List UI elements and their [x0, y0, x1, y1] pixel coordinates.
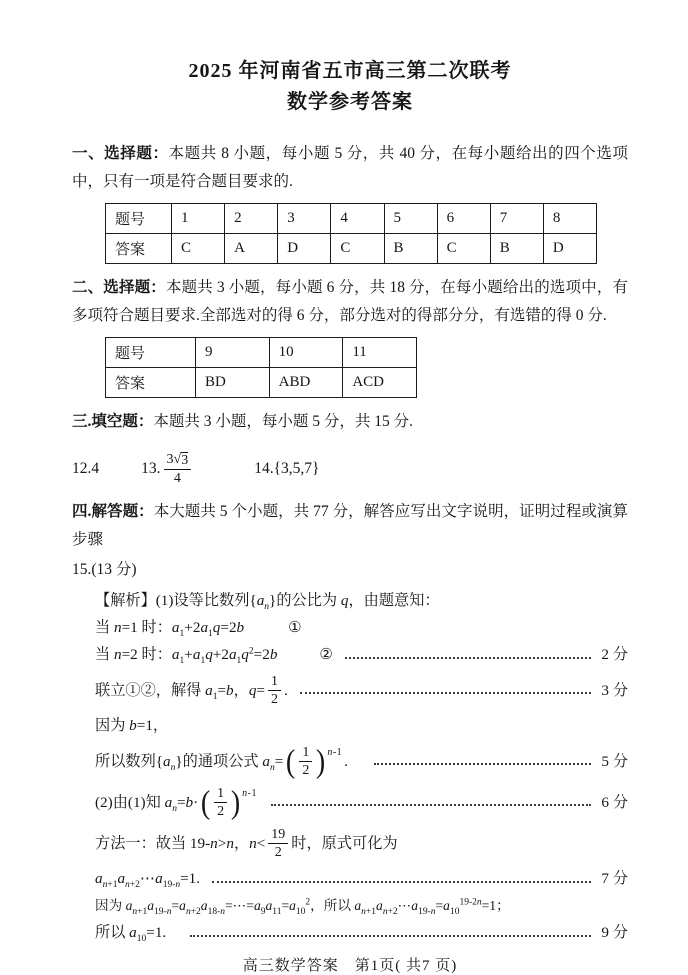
- table-cell: ACD: [343, 368, 417, 398]
- table-cell: B: [384, 234, 437, 264]
- table-cell: 6: [437, 204, 490, 234]
- dotted-leader: [345, 656, 591, 659]
- score-label: 9 分: [601, 924, 628, 941]
- page-subtitle: 数学参考答案: [287, 91, 413, 113]
- math-run: $a_{n+1}a_{n+2}\cdots a_{19-n}=1$.: [95, 870, 201, 890]
- table-row-question-numbers: [106, 338, 417, 368]
- section-4-text: 本大题共 5 个小题，共 77 分，解答应写出文字说明，证明过程或演算步骤: [72, 503, 628, 548]
- section-3-text: 本题共 3 小题，每小题 5 分，共 15 分.: [153, 413, 414, 430]
- section-1-text: 本题共 8 小题，每小题 5 分，共 40 分，在每小题给出的四个选项中，只有一项是符合题目要求的.: [72, 145, 628, 190]
- math-run: 因为 b=1，: [95, 717, 169, 734]
- score-label: 7 分: [601, 870, 628, 887]
- fraction-numerator: 3√ 3: [164, 452, 192, 470]
- solution-line: [95, 617, 628, 639]
- table-cell: 10: [269, 338, 343, 368]
- solution-line: [95, 590, 628, 612]
- question-15-header: 15.(13 分): [72, 561, 137, 578]
- fraction: $\frac{1}{2}$: [268, 674, 281, 707]
- solution-line: [95, 644, 628, 666]
- table-cell: 8: [543, 204, 596, 234]
- answer-12: 12.4: [72, 460, 100, 477]
- solution-line: [95, 868, 628, 890]
- dotted-leader: [300, 691, 592, 694]
- section-4-intro: [72, 498, 628, 554]
- solution-block: [95, 590, 628, 944]
- math-run: ①: [288, 619, 302, 636]
- fill-in-answers: [72, 444, 628, 494]
- solution-line: [95, 674, 628, 707]
- exponent: n-1: [242, 788, 258, 799]
- table-cell: B: [490, 234, 543, 264]
- exponent: n-1: [327, 747, 343, 758]
- dotted-leader: [271, 803, 591, 806]
- fraction: $\frac{19}{2}$: [268, 827, 288, 860]
- section-2-label: 二、选择题：: [72, 279, 166, 296]
- table-header-cell: 答案: [106, 234, 172, 264]
- parenthesized-fraction: ( $\frac{1}{2}$ ) n-1: [286, 743, 343, 780]
- fraction: [164, 452, 192, 486]
- table-cell: C: [331, 234, 384, 264]
- section-2-text: 本题共 3 小题，每小题 6 分，共 18 分，在每小题给出的选项中，有多项符合题目要求.全部选对的得 6 分，部分选对的得部分分，有选错的得 0 分.: [72, 279, 628, 324]
- table-cell: 4: [331, 204, 384, 234]
- table-cell: BD: [196, 368, 270, 398]
- math-run: 当 n=2 时：$a_1+a_1q+2a_1q^2=2b$: [95, 646, 278, 666]
- math-run: 所以数列$\{a_n\}$的通项公式 $a_n=$: [95, 752, 284, 773]
- table-cell: C: [437, 234, 490, 264]
- answer-13: [141, 452, 194, 486]
- answer-13-prefix: 13.: [141, 460, 161, 477]
- section-4-label: 四.解答题：: [72, 503, 154, 520]
- table-header-cell: 题号: [106, 204, 172, 234]
- section-3-label: 三.填空题：: [72, 413, 154, 430]
- section-1-intro: [72, 140, 628, 196]
- math-run: ②: [319, 646, 334, 663]
- table-cell: A: [225, 234, 278, 264]
- table-cell: 7: [490, 204, 543, 234]
- fraction-denominator: 4: [173, 471, 181, 486]
- table-cell: D: [278, 234, 331, 264]
- answer-table-multi-choice: [105, 337, 417, 398]
- page-footer: 高三数学答案 第1页( 共7 页): [242, 958, 458, 974]
- table-cell: 2: [225, 204, 278, 234]
- solution-line: [95, 715, 628, 737]
- table-row-answers: [106, 368, 417, 398]
- table-cell: 5: [384, 204, 437, 234]
- math-run: 当 n=1 时：$a_1+2a_1q=2b$: [95, 619, 245, 639]
- math-run: 方法一：故当 19-n>n，n<: [95, 834, 266, 852]
- section-3-intro: [72, 408, 628, 436]
- parenthesized-fraction: ( $\frac{1}{2}$ ) n-1: [200, 784, 258, 821]
- fraction: $\frac{1}{2}$: [214, 786, 227, 819]
- answer-14: 14.{3,5,7}: [254, 460, 320, 477]
- section-1-label: 一、选择题：: [72, 145, 169, 162]
- math-run: .: [344, 752, 348, 770]
- score-label: 5 分: [601, 752, 628, 770]
- score-label: 2 分: [601, 646, 628, 663]
- answer-table-single-choice: [105, 203, 597, 264]
- table-header-cell: 题号: [106, 338, 196, 368]
- solution-line: [95, 827, 628, 860]
- fraction: $\frac{1}{2}$: [299, 745, 312, 778]
- table-row-question-numbers: [106, 204, 597, 234]
- table-cell: 11: [343, 338, 417, 368]
- score-label: 3 分: [601, 681, 628, 699]
- table-cell: ABD: [269, 368, 343, 398]
- table-cell: 9: [196, 338, 270, 368]
- math-run: 因为 $a_{n+1}a_{19-n}=a_{n+2}a_{18-n}=\cdots=a_9a_{11}=a_{10}^2$，所以 $a_{n+1}a_{n+2}\cdots a_{19-n}=a_{10}^{19-2n}=1$；: [95, 897, 510, 917]
- table-cell: D: [543, 234, 596, 264]
- solution-line: [95, 745, 628, 778]
- table-cell: C: [172, 234, 225, 264]
- math-run: 【解析】(1)设等比数列$\{a_n\}$的公比为 q，由题意知：: [95, 592, 440, 612]
- dotted-leader: [374, 762, 591, 765]
- dotted-leader: [190, 934, 591, 937]
- solution-line: [95, 922, 628, 944]
- dotted-leader: [212, 880, 591, 883]
- table-cell: 1: [172, 204, 225, 234]
- table-header-cell: 答案: [106, 368, 196, 398]
- math-run: 联立①②，解得 $a_1=b$，q=: [95, 681, 265, 702]
- solution-line: [95, 895, 628, 917]
- math-run: (2)由(1)知 $a_n=b\cdot$: [95, 793, 199, 814]
- table-cell: 3: [278, 204, 331, 234]
- score-label: 6 分: [601, 793, 628, 811]
- math-run: 时，原式可化为: [291, 834, 398, 852]
- math-run: .: [283, 681, 288, 699]
- table-row-answers: [106, 234, 597, 264]
- page-title: 2025 年河南省五市高三第二次联考: [188, 60, 512, 82]
- section-2-intro: [72, 274, 628, 330]
- math-run: 所以 $a_{10}=1$.: [95, 924, 167, 944]
- solution-line: [95, 786, 628, 819]
